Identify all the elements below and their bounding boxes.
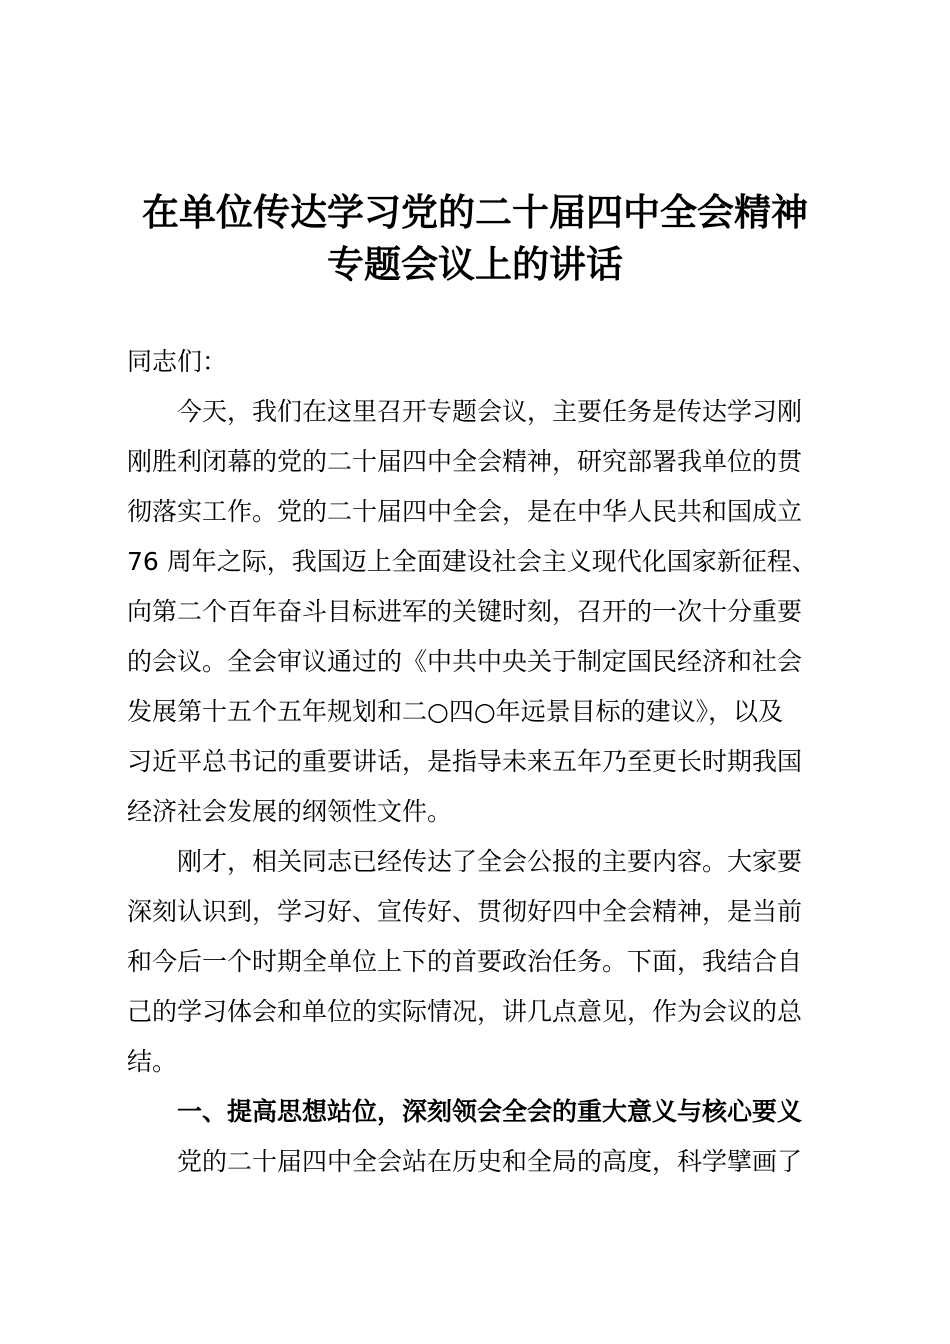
paragraph-line: 刚才，相关同志已经传达了全会公报的主要内容。大家要 <box>177 847 803 876</box>
paragraph-line: 发展第十五个五年规划和二○四○年远景目标的建议》，以及 <box>127 697 784 726</box>
paragraph-line: 党的二十届四中全会站在历史和全局的高度，科学擘画了 <box>177 1147 803 1176</box>
paragraph-line: 的会议。全会审议通过的《中共中央关于制定国民经济和社会 <box>127 647 803 676</box>
paragraph-line: 结。 <box>127 1047 178 1076</box>
greeting: 同志们： <box>127 347 228 376</box>
paragraph-line: 经济社会发展的纲领性文件。 <box>127 797 453 826</box>
paragraph-line: 习近平总书记的重要讲话，是指导未来五年乃至更长时期我国 <box>127 747 803 776</box>
paragraph-line: 刚胜利闭幕的党的二十届四中全会精神，研究部署我单位的贯 <box>127 447 803 476</box>
paragraph-line: 彻落实工作。党的二十届四中全会，是在中华人民共和国成立 <box>127 497 803 526</box>
paragraph-line: 和今后一个时期全单位上下的首要政治任务。下面，我结合自 <box>127 947 803 976</box>
paragraph-line: 深刻认识到，学习好、宣传好、贯彻好四中全会精神，是当前 <box>127 897 803 926</box>
section-heading-1: 一、提高思想站位，深刻领会全会的重大意义与核心要义 <box>177 1097 803 1126</box>
paragraph-line: 76 周年之际，我国迈上全面建设社会主义现代化国家新征程、 <box>127 547 817 576</box>
paragraph-line: 己的学习体会和单位的实际情况，讲几点意见，作为会议的总 <box>127 997 803 1026</box>
document-title-line-2: 专题会议上的讲话 <box>327 243 623 286</box>
paragraph-line: 向第二个百年奋斗目标进军的关键时刻，召开的一次十分重要 <box>127 597 803 626</box>
document-title-line-1: 在单位传达学习党的二十届四中全会精神 <box>142 191 808 234</box>
paragraph-line: 今天，我们在这里召开专题会议，主要任务是传达学习刚 <box>177 397 803 426</box>
